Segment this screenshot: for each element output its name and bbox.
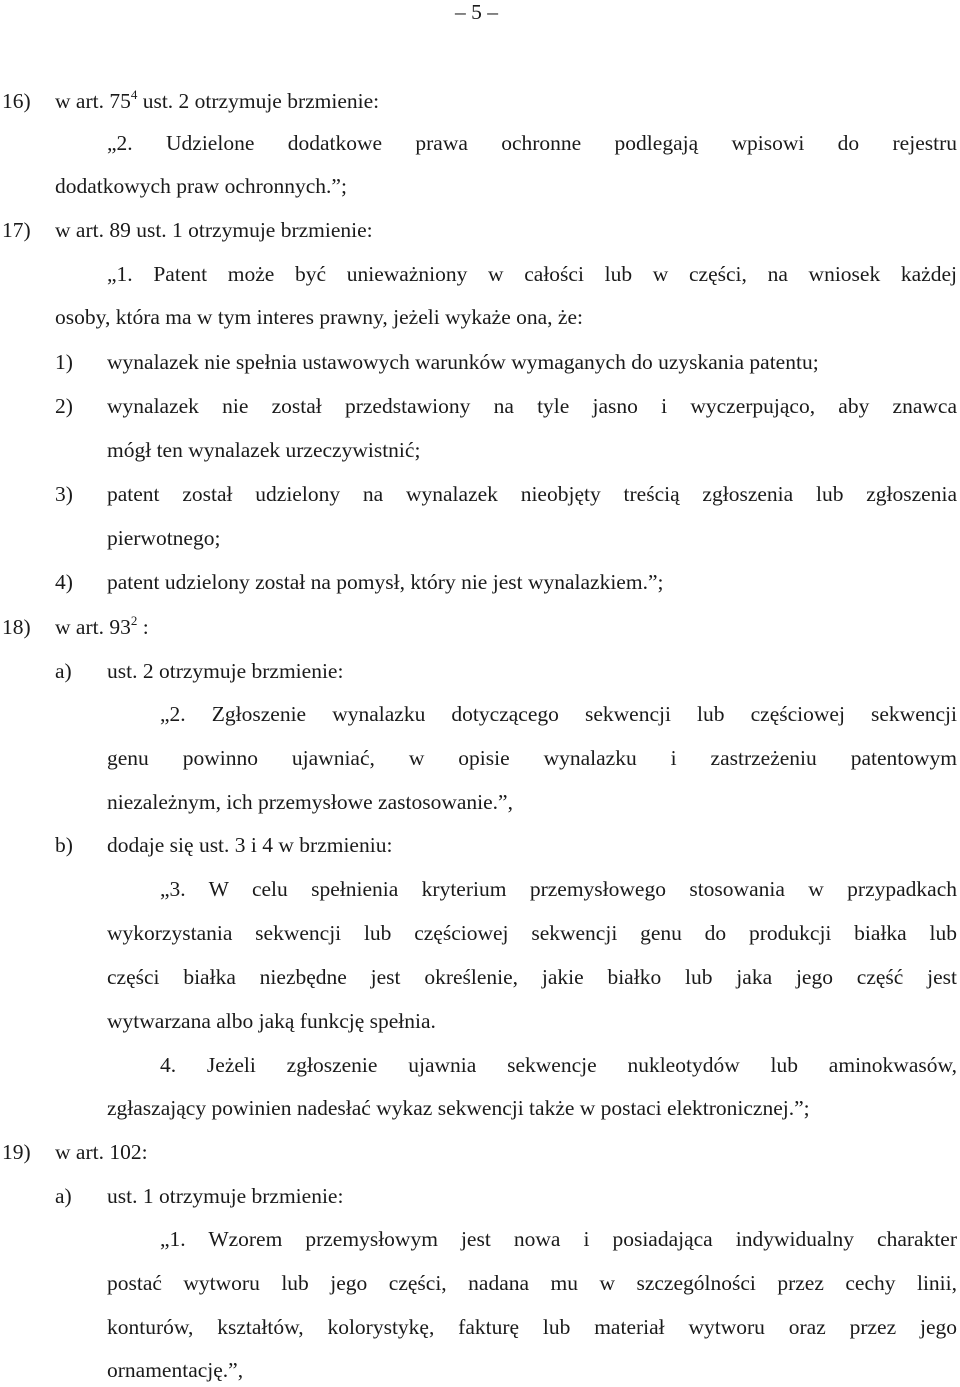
quote-line: genu powinno ujawniać, w opisie wynalazku i zastrzeżeniu patentowym	[107, 746, 957, 770]
quote-line: „3. W celu spełnienia kryterium przemysłowego stosowania w przypadkach	[160, 877, 957, 901]
quote-line: ornamentację.”,	[107, 1358, 244, 1382]
point-number: 2)	[55, 394, 73, 418]
item-number: 18)	[2, 615, 31, 639]
point-line: mógł ten wynalazek urzeczywistnić;	[107, 438, 421, 462]
point-line: pierwotnego;	[107, 526, 221, 550]
point-line: patent udzielony został na pomysł, który nie jest wynalazkiem.”;	[107, 570, 664, 594]
intro-text: :	[137, 615, 149, 639]
point-number: 3)	[55, 482, 73, 506]
quote-line: dodatkowych praw ochronnych.”;	[55, 174, 347, 198]
point-number: 1)	[55, 350, 73, 374]
point-line: patent został udzielony na wynalazek nieobjęty treścią zgłoszenia lub zgłoszenia	[107, 482, 957, 506]
letter-text: ust. 1 otrzymuje brzmienie:	[107, 1184, 344, 1208]
quote-line: części białka niezbędne jest określenie, jakie białko lub jaka jego część jest	[107, 965, 957, 989]
intro-text: ust. 2 otrzymuje brzmienie:	[137, 89, 380, 113]
quote-line: niezależnym, ich przemysłowe zastosowanie.”,	[107, 790, 513, 814]
quote-line: 4. Jeżeli zgłoszenie ujawnia sekwencje nukleotydów lub aminokwasów,	[160, 1053, 957, 1077]
item-number: 19)	[2, 1140, 31, 1164]
page-number: – 5 –	[455, 0, 498, 24]
intro-text: w art. 75	[55, 89, 131, 113]
point-number: 4)	[55, 570, 73, 594]
quote-line: „2. Zgłoszenie wynalazku dotyczącego sekwencji lub częściowej sekwencji	[160, 702, 957, 726]
point-line: wynalazek nie spełnia ustawowych warunków wymaganych do uzyskania patentu;	[107, 350, 819, 374]
letter-label: a)	[55, 1184, 72, 1208]
item-intro	[55, 613, 149, 639]
quote-line: konturów, kształtów, kolorystykę, fakturę lub materiał wytworu oraz przez jego	[107, 1315, 957, 1339]
quote-line: zgłaszający powinien nadesłać wykaz sekwencji także w postaci elektronicznej.”;	[107, 1096, 810, 1120]
letter-label: a)	[55, 659, 72, 683]
letter-text: ust. 2 otrzymuje brzmienie:	[107, 659, 344, 683]
point-line: wynalazek nie został przedstawiony na tyle jasno i wyczerpująco, aby znawca	[107, 394, 957, 418]
item-intro	[55, 87, 380, 113]
quote-line: „1. Patent może być unieważniony w całości lub w części, na wniosek każdej	[107, 262, 957, 286]
quote-line: „1. Wzorem przemysłowym jest nowa i posiadająca indywidualny charakter	[160, 1227, 957, 1251]
superscript: 2	[130, 613, 138, 628]
item-intro: w art. 89 ust. 1 otrzymuje brzmienie:	[55, 218, 373, 242]
quote-line: wykorzystania sekwencji lub częściowej sekwencji genu do produkcji białka lub	[107, 921, 957, 945]
quote-line: wytwarzana albo jaką funkcję spełnia.	[107, 1009, 436, 1033]
item-number: 16)	[2, 89, 31, 113]
quote-line: osoby, która ma w tym interes prawny, jeżeli wykaże ona, że:	[55, 305, 583, 329]
superscript: 4	[130, 87, 138, 102]
letter-label: b)	[55, 833, 73, 857]
letter-text: dodaje się ust. 3 i 4 w brzmieniu:	[107, 833, 393, 857]
quote-line: postać wytworu lub jego części, nadana mu w szczególności przez cechy linii,	[107, 1271, 957, 1295]
item-number: 17)	[2, 218, 31, 242]
quote-line: „2. Udzielone dodatkowe prawa ochronne podlegają wpisowi do rejestru	[107, 131, 957, 155]
intro-text: w art. 93	[55, 615, 131, 639]
item-intro: w art. 102:	[55, 1140, 148, 1164]
